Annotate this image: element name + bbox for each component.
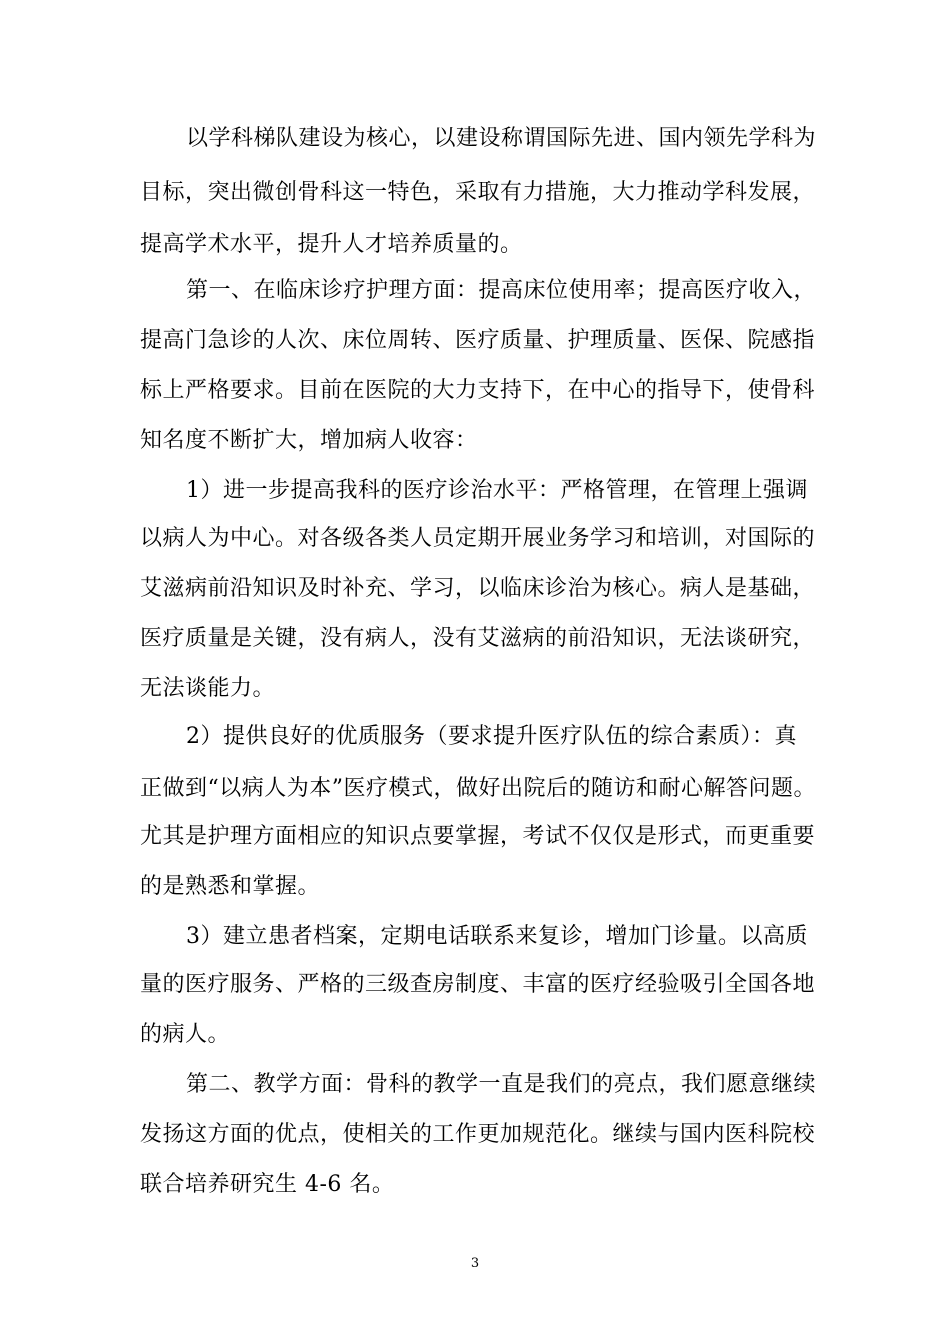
text-line: 目标，突出微创骨科这一特色，采取有力措施，大力推动学科发展，: [140, 180, 816, 205]
text-line: 发扬这方面的优点，使相关的工作更加规范化。继续与国内医科院校: [140, 1122, 816, 1147]
text-line: 联合培养研究生 4-6 名。: [140, 1172, 395, 1197]
text-line: 尤其是护理方面相应的知识点要掌握，考试不仅仅是形式，而更重要: [140, 824, 816, 849]
text-line: 3）建立患者档案，定期电话联系来复诊，增加门诊量。以高质: [186, 924, 808, 949]
text-line: 1）进一步提高我科的医疗诊治水平：严格管理，在管理上强调: [186, 478, 808, 503]
text-line: 量的医疗服务、严格的三级查房制度、丰富的医疗经验吸引全国各地: [140, 972, 816, 997]
text-line: 医疗质量是关键，没有病人，没有艾滋病的前沿知识，无法谈研究，: [140, 626, 816, 651]
text-line: 提高门急诊的人次、床位周转、医疗质量、护理质量、医保、院感指: [140, 328, 816, 353]
text-line: 知名度不断扩大，增加病人收容：: [140, 428, 478, 453]
text-line: 提高学术水平，提升人才培养质量的。: [140, 232, 523, 257]
text-line: 标上严格要求。目前在医院的大力支持下，在中心的指导下，使骨科: [140, 378, 816, 403]
text-line: 正做到“以病人为本”医疗模式，做好出院后的随访和耐心解答问题。: [140, 776, 816, 801]
text-line: 第一、在临床诊疗护理方面：提高床位使用率；提高医疗收入，: [186, 278, 817, 303]
text-line: 2）提供良好的优质服务（要求提升医疗队伍的综合素质）：真: [186, 724, 797, 749]
page-number: 3: [470, 1256, 480, 1271]
text-line: 第二、教学方面：骨科的教学一直是我们的亮点，我们愿意继续: [186, 1072, 817, 1097]
text-line: 无法谈能力。: [140, 676, 276, 701]
text-line: 艾滋病前沿知识及时补充、学习，以临床诊治为核心。病人是基础，: [140, 576, 816, 601]
text-line: 的病人。: [140, 1022, 231, 1047]
text-line: 以病人为中心。对各级各类人员定期开展业务学习和培训，对国际的: [140, 526, 816, 551]
text-line: 以学科梯队建设为核心，以建设称谓国际先进、国内领先学科为: [186, 126, 817, 151]
text-line: 的是熟悉和掌握。: [140, 874, 321, 899]
